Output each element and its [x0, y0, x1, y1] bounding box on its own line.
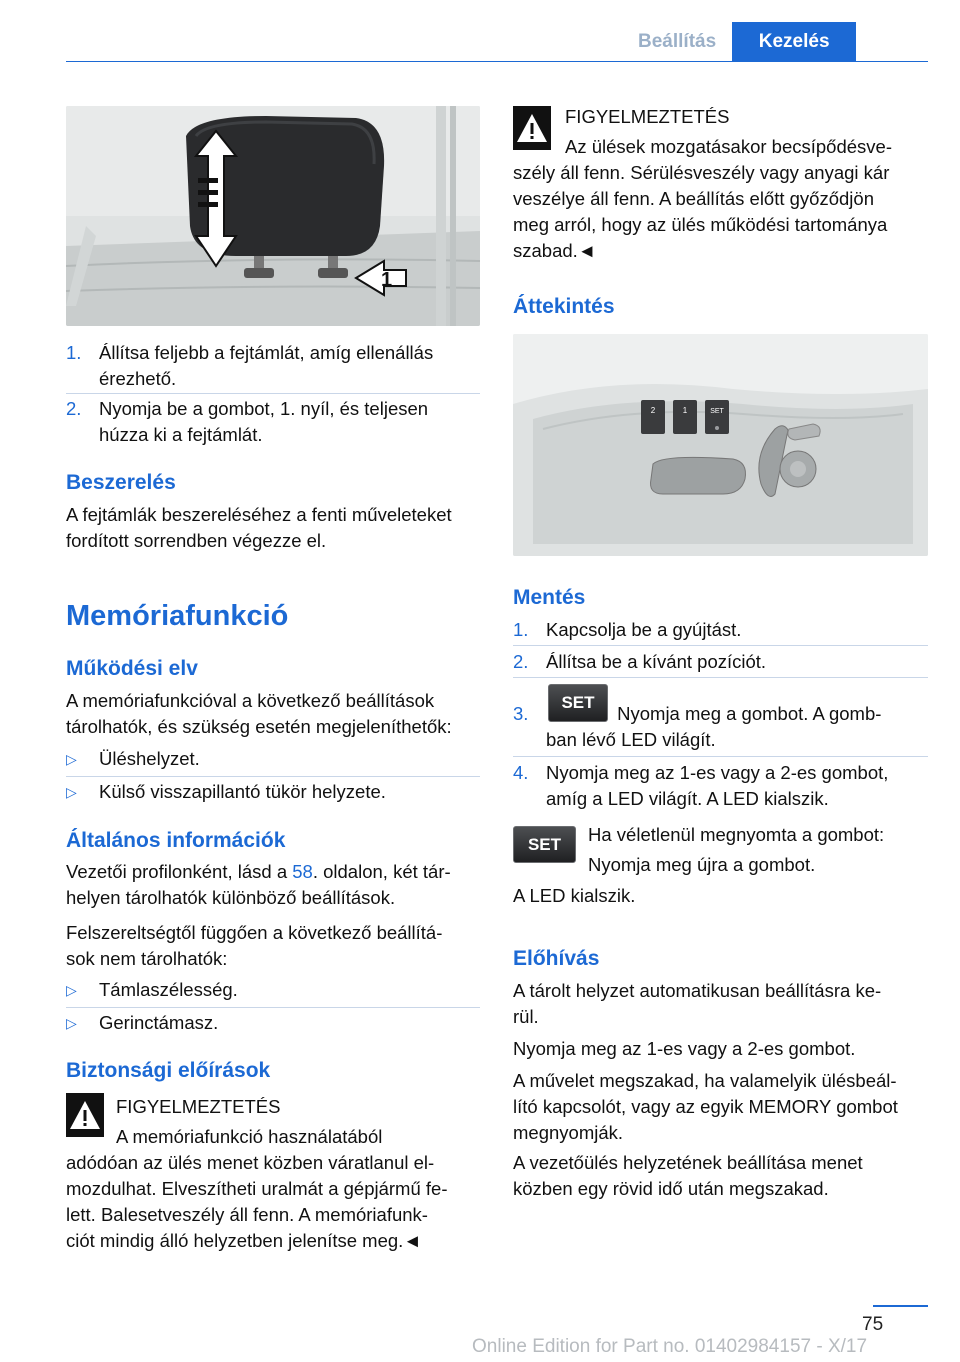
section-heading-installation: Beszerelés: [66, 471, 176, 494]
step-text: Nyomja meg a gombot. A gomb-: [612, 703, 882, 724]
set-button-image: SET: [548, 684, 608, 722]
section-heading-recall: Előhívás: [513, 947, 600, 970]
warning-label: FIGYELMEZTETÉS: [565, 106, 730, 127]
headrest-illustration: [66, 106, 480, 326]
warning-text: ciót mindig álló helyzetben jelenítse meg.◄: [66, 1230, 422, 1251]
divider: [513, 645, 928, 646]
step-number: 1.: [513, 619, 529, 640]
step-text: Állítsa be a kívánt pozíciót.: [546, 651, 767, 672]
seat-panel-illustration: [513, 334, 928, 556]
section-heading-general: Általános információk: [66, 829, 286, 852]
warning-text: A memóriafunkció használatából: [116, 1126, 383, 1147]
divider: [66, 393, 480, 394]
set-button-image: SET: [513, 826, 576, 863]
list-item: Gerinctámasz.: [99, 1012, 219, 1033]
section-heading-save: Mentés: [513, 586, 586, 609]
warning-icon: [513, 106, 551, 150]
note-text: Nyomja meg újra a gombot.: [588, 854, 816, 875]
step-text: érezhető.: [99, 368, 177, 389]
step-number: 3.: [513, 703, 529, 724]
step-text: amíg a LED világít. A LED kialszik.: [546, 788, 829, 809]
paragraph: Nyomja meg az 1-es vagy a 2-es gombot.: [513, 1038, 856, 1059]
warning-label: FIGYELMEZTETÉS: [116, 1096, 281, 1117]
paragraph: helyen tárolhatók különböző beállítások.: [66, 887, 396, 908]
divider: [66, 776, 480, 777]
warning-text: lett. Balesetveszély áll fenn. A memóriafunk-: [66, 1204, 428, 1225]
seat-panel-figure: [513, 334, 928, 556]
list-item: Támlaszélesség.: [99, 979, 238, 1000]
paragraph-text: Vezetői profilonként, lásd a: [66, 861, 293, 882]
warning-text: adódóan az ülés menet közben váratlanul el-: [66, 1152, 435, 1173]
warning-text: meg arról, hogy az ülés működési tartománya: [513, 214, 888, 235]
page-link[interactable]: 58: [292, 861, 313, 882]
tab-settings[interactable]: Beállítás: [622, 22, 732, 62]
section-heading-principle: Működési elv: [66, 657, 198, 680]
bullet-icon: ▷: [66, 751, 77, 767]
step-number: 2.: [513, 651, 529, 672]
bullet-icon: ▷: [66, 982, 77, 998]
paragraph: A művelet megszakad, ha valamelyik ülésbeál-: [513, 1070, 897, 1091]
step-number: 4.: [513, 762, 529, 783]
paragraph: A vezetőülés helyzetének beállítása menet: [513, 1152, 863, 1173]
paragraph: sok nem tárolhatók:: [66, 948, 228, 969]
paragraph: tárolhatók, és szükség esetén megjeleníthetők:: [66, 716, 452, 737]
list-item: Üléshelyzet.: [99, 748, 200, 769]
section-heading-overview: Áttekintés: [513, 295, 615, 318]
warning-icon: [66, 1093, 104, 1137]
bullet-icon: ▷: [66, 784, 77, 800]
paragraph: fordított sorrendben végezze el.: [66, 530, 327, 551]
page-number: 75: [862, 1314, 884, 1335]
footer-edition: Online Edition for Part no. 01402984157 - X/17: [472, 1336, 868, 1357]
step-text: Kapcsolja be a gyújtást.: [546, 619, 742, 640]
paragraph: A tárolt helyzet automatikusan beállításra ke-: [513, 980, 882, 1001]
figure-callout-1: 1: [381, 269, 393, 291]
divider: [513, 756, 928, 757]
step-number: 2.: [66, 398, 82, 419]
list-item: Külső visszapillantó tükör helyzete.: [99, 781, 386, 802]
step-number: 1.: [66, 342, 82, 363]
tab-operation[interactable]: Kezelés: [732, 22, 856, 62]
memory-button-2-label: 2: [650, 406, 656, 415]
step-text: húzza ki a fejtámlát.: [99, 424, 263, 445]
step-text: ban lévő LED világít.: [546, 729, 716, 750]
warning-text: Az ülések mozgatásakor becsípődésve-: [565, 136, 893, 157]
footer-rule: [873, 1305, 928, 1307]
step-text: Nyomja meg az 1-es vagy a 2-es gombot,: [546, 762, 889, 783]
paragraph: A LED kialszik.: [513, 885, 636, 906]
bullet-icon: ▷: [66, 1015, 77, 1031]
section-heading-safety: Biztonsági előírások: [66, 1059, 271, 1082]
headrest-figure: [66, 106, 480, 326]
paragraph: A memóriafunkcióval a következő beállítások: [66, 690, 435, 711]
paragraph: megnyomják.: [513, 1122, 624, 1143]
divider: [66, 1007, 480, 1008]
warning-text: szély áll fenn. Sérülésveszély vagy anyagi kár: [513, 162, 890, 183]
paragraph: A fejtámlák beszereléséhez a fenti műveleteket: [66, 504, 452, 525]
paragraph: lító kapcsolót, vagy az egyik MEMORY gombot: [513, 1096, 898, 1117]
step-text: Nyomja be a gombot, 1. nyíl, és teljesen: [99, 398, 429, 419]
divider: [513, 677, 928, 678]
warning-text: veszélye áll fenn. A beállítás előtt győződjön: [513, 188, 874, 209]
paragraph-text: . oldalon, két tár-: [312, 861, 451, 882]
chapter-title-memory: Memóriafunkció: [66, 600, 289, 632]
header-tabs: [622, 22, 856, 62]
paragraph: közben egy rövid idő után megszakad.: [513, 1178, 829, 1199]
set-button-label: SET: [710, 408, 724, 415]
paragraph: [66, 859, 451, 885]
header-rule: [66, 61, 928, 62]
paragraph: rül.: [513, 1006, 539, 1027]
paragraph: Felszereltségtől függően a következő beállítá-: [66, 922, 443, 943]
note-text: Ha véletlenül megnyomta a gombot:: [588, 824, 885, 845]
step-text: Állítsa feljebb a fejtámlát, amíg ellenállás: [99, 342, 434, 363]
memory-button-1-label: 1: [682, 406, 688, 415]
warning-text: mozdulhat. Elveszítheti uralmát a gépjármű fe-: [66, 1178, 448, 1199]
warning-text: szabad.◄: [513, 240, 597, 261]
